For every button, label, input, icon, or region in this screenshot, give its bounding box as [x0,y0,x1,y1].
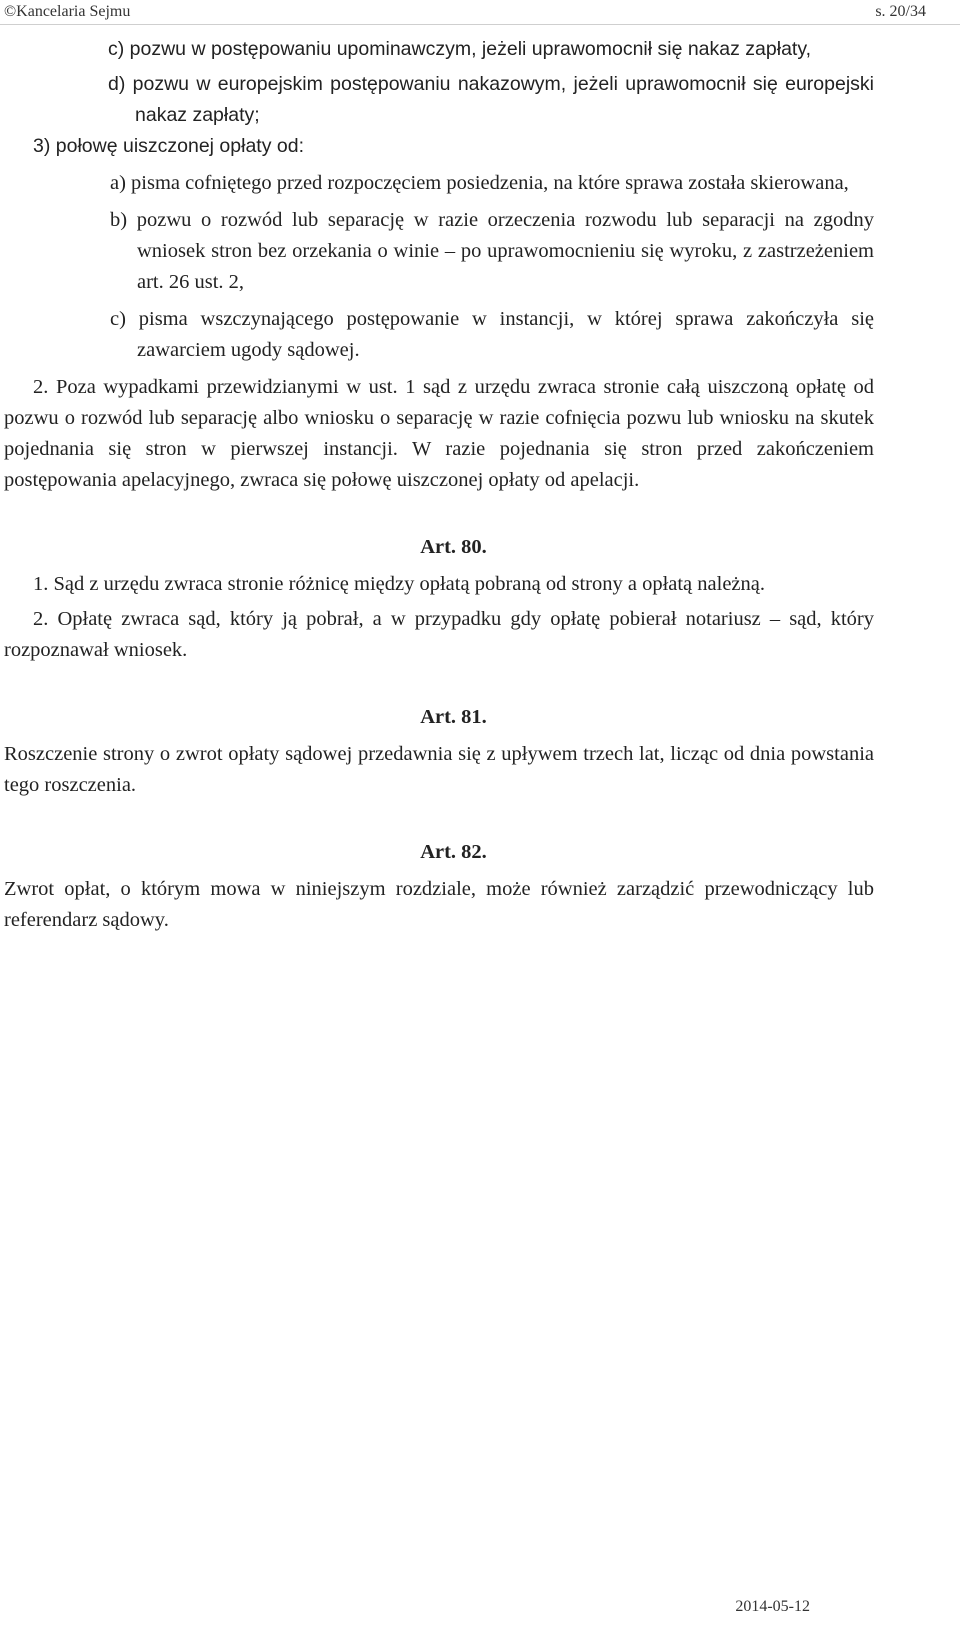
item-b-pozwu-rozwod: b) pozwu o rozwód lub separację w razie orzeczenia rozwodu lub separacji na zgodny wniosek stron bez orzekania o winie – po uprawomocnieniu się wyroku, z zastrzeżeniem art. 26 ust. 2, [110,209,874,293]
page-number: s. 20/34 [875,3,926,20]
page-header-source: ©Kancelaria Sejmu [4,3,131,20]
item-d-europejski: d) pozwu w europejskim postępowaniu nakazowym, jeżeli uprawomocnił się europejski nakaz zapłaty; [108,73,874,126]
header-rule [0,24,960,25]
item-a-pisma-cofnietego: a) pisma cofniętego przed rozpoczęciem posiedzenia, na które sprawa została skierowana, [110,172,849,194]
art-80-ust-1: 1. Sąd z urzędu zwraca stronie różnicę między opłatą pobraną od strony a opłatą należną. [33,573,765,595]
art-81-heading: Art. 81. [420,706,487,728]
footer-date: 2014-05-12 [735,1598,810,1615]
item-3-polowe: 3) połowę uiszczonej opłaty od: [33,135,304,157]
ust-2-paragraph: 2. Poza wypadkami przewidzianymi w ust. 1 sąd z urzędu zwraca stronie całą uiszczoną opłatę od pozwu o rozwód lub separację albo wniosku o separację w razie cofnięcia pozwu lub wniosku na skutek pojednania się stron w pierwszej instancji. W razie pojednania się stron przed zakończeniem postępowania apelacyjnego, zwraca się połowę uiszczonej opłaty od apelacji. [4,376,874,491]
document-body [4,34,874,936]
art-80-ust-2: 2. Opłatę zwraca sąd, który ją pobrał, a w przypadku gdy opłatę pobierał notariusz – sąd, który rozpoznawał wniosek. [4,608,874,661]
art-82-text: Zwrot opłat, o którym mowa w niniejszym rozdziale, może również zarządzić przewodniczący lub referendarz sądowy. [4,878,874,931]
item-c-upominawczy: c) pozwu w postępowaniu upominawczym, jeżeli uprawomocnił się nakaz zapłaty, [108,38,812,60]
item-c-ugoda: c) pisma wszczynającego postępowanie w instancji, w której sprawa zakończyła się zawarciem ugody sądowej. [110,308,874,361]
art-80-heading: Art. 80. [420,536,487,558]
art-82-heading: Art. 82. [420,841,487,863]
art-81-text: Roszczenie strony o zwrot opłaty sądowej przedawnia się z upływem trzech lat, licząc od dnia powstania tego roszczenia. [4,743,874,796]
